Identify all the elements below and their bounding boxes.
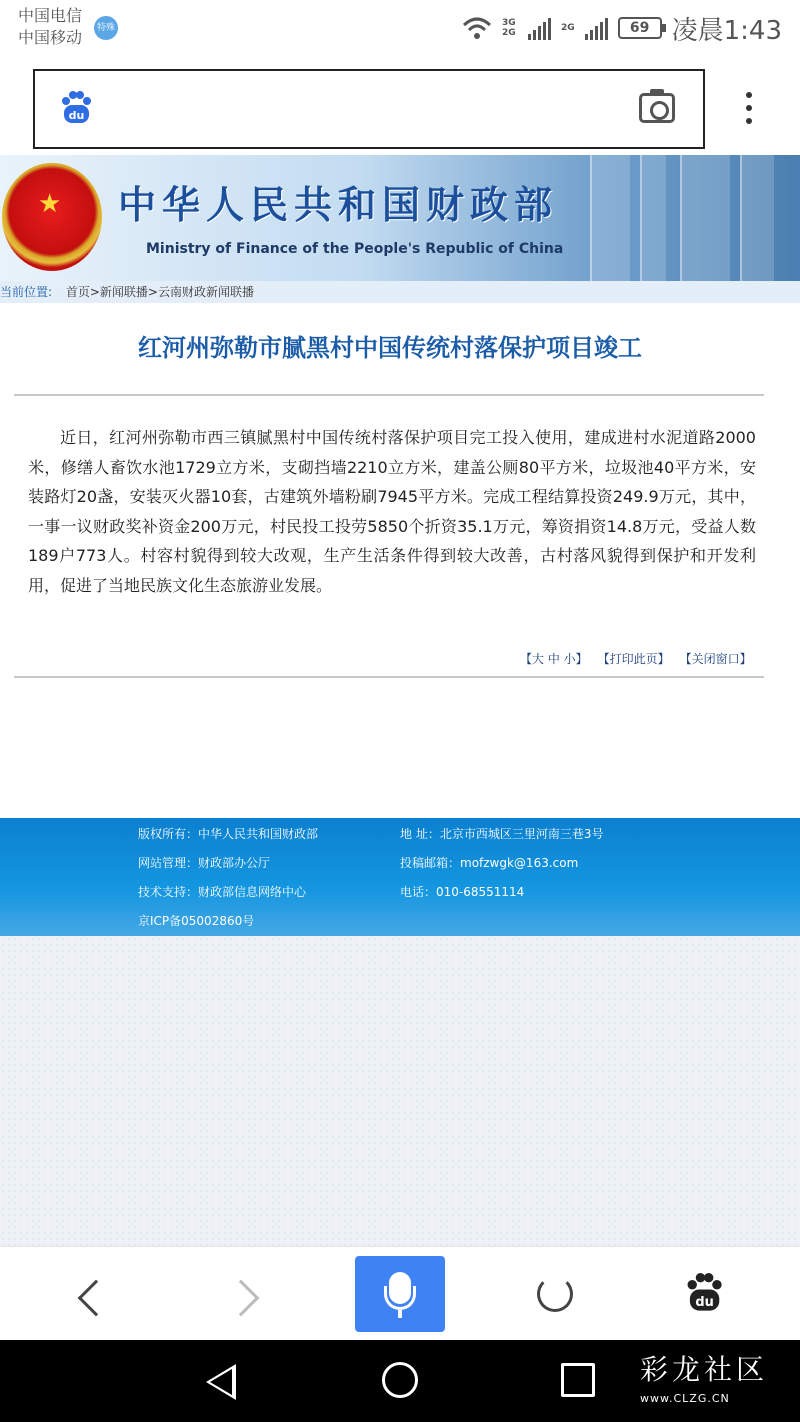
refresh-icon[interactable]: [537, 1276, 573, 1312]
system-nav-bar: [0, 1340, 800, 1422]
browser-toolbar: [0, 56, 800, 154]
network-type-1: 3G 2G: [501, 18, 516, 38]
wifi-icon: [462, 16, 492, 40]
footer-admin: 网站管理：财政部办公厅: [138, 856, 271, 870]
carrier-info: [18, 5, 82, 49]
watermark-text: 彩龙社区: [640, 1353, 769, 1386]
page-background: [0, 936, 800, 1246]
voice-search-button[interactable]: [355, 1256, 445, 1332]
back-icon[interactable]: [45, 1257, 135, 1333]
footer-tech: 技术支持：财政部信息网络中心: [138, 885, 307, 899]
baidu-home-icon[interactable]: [684, 1273, 724, 1313]
baidu-home-logo-text: du: [695, 1294, 714, 1310]
breadcrumb-path[interactable]: 首页>新闻联播>云南财政新闻联播: [65, 285, 254, 299]
footer-copyright: 版权所有：中华人民共和国财政部: [138, 827, 319, 841]
breadcrumb-label: 当前位置:: [0, 285, 53, 299]
carrier-badge-icon: 特殊: [94, 16, 118, 40]
clock: 凌晨1:43: [671, 15, 782, 46]
divider: [14, 676, 764, 678]
address-bar[interactable]: [33, 69, 705, 149]
footer-icp[interactable]: 京ICP备05002860号: [138, 914, 255, 928]
carrier-2: 中国移动: [18, 28, 83, 47]
system-back-icon[interactable]: [206, 1364, 236, 1400]
camera-icon[interactable]: [639, 93, 675, 123]
battery-icon: 69: [618, 17, 662, 39]
footer-email[interactable]: 投稿邮箱：mofzwgk@163.com: [400, 856, 579, 870]
site-subtitle: Ministry of Finance of the People's Republic of China: [146, 241, 564, 257]
status-bar: [0, 0, 800, 56]
article-tools: [520, 650, 752, 667]
watermark-url: www.CLZG.CN: [640, 1392, 730, 1405]
close-window-button[interactable]: 【关闭窗口】: [679, 652, 752, 666]
footer-phone: 电话：010-68551114: [400, 885, 525, 899]
more-menu-icon[interactable]: [740, 92, 758, 128]
site-footer: [0, 818, 800, 936]
system-recents-icon[interactable]: [561, 1363, 595, 1397]
footer-address: 地 址：北京市西城区三里河南三巷3号: [400, 827, 604, 841]
signal-icon-1: [528, 16, 551, 40]
carrier-1: 中国电信: [18, 6, 83, 25]
system-home-icon[interactable]: [382, 1362, 418, 1398]
font-size-button[interactable]: 【大 中 小】: [520, 652, 588, 666]
breadcrumb: [0, 281, 800, 303]
baidu-logo-text: du: [68, 109, 85, 122]
divider: [14, 394, 764, 396]
forward-icon[interactable]: [200, 1257, 290, 1333]
print-button[interactable]: 【打印此页】: [597, 652, 670, 666]
article-body: 近日，红河州弥勒市西三镇腻黑村中国传统村落保护项目完工投入使用，建成进村水泥道路2000米，修缮人畜饮水池1729立方米，支砌挡墙2210立方米，建盖公厕80平方米，垃圾池40平方米，安装路灯20盏，安装灭火器10套，古建筑外墙粉刷7945平方米。完成工程结算投资249.9万元，其中，一事一议财政奖补资金200万元，村民投工投劳5850个折资35.1万元，筹资捐资14.8万元，受益人数189户773人。村容村貌得到较大改观，生产生活条件得到较大改善，古村落风貌得到保护和开发利用，促进了当地民族文化生态旅游业发展。: [28, 428, 756, 595]
national-emblem-icon: ★: [2, 163, 102, 271]
network-type-2: 2G: [560, 23, 575, 33]
baidu-logo-icon[interactable]: [59, 91, 93, 125]
signal-icon-2: [585, 16, 608, 40]
site-title: 中华人民共和国财政部: [118, 182, 559, 227]
browser-bottom-nav: [0, 1246, 800, 1340]
article-title: 红河州弥勒市腻黑村中国传统村落保护项目竣工: [138, 334, 642, 362]
